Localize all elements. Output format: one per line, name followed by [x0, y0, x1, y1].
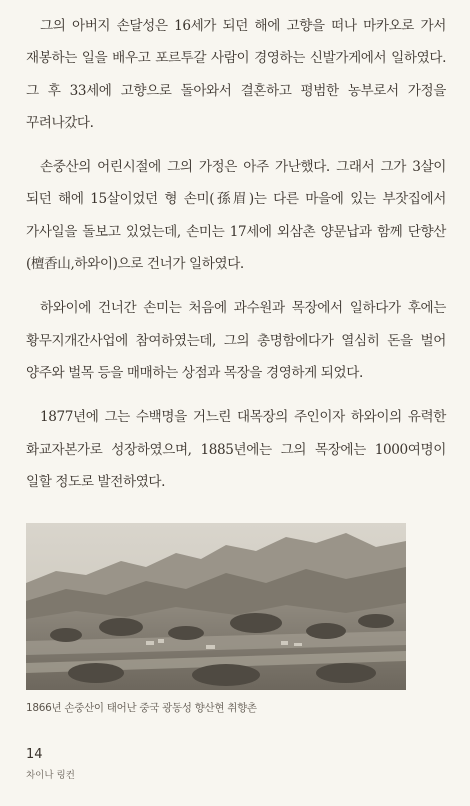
- paragraph-2: 손중산의 어린시절에 그의 가정은 아주 가난했다. 그래서 그가 3살이 되던 해에 15살이었던 형 손미(孫眉)는 다른 마을에 있는 부잣집에서 가사일을 돌보고 있었는데, 손미는 17세에 외삼촌 양문납과 함께 단향산(檀香山,하와이)으로 건너가 일하였다.: [26, 159, 446, 273]
- landscape-photo-image: [26, 523, 406, 690]
- paragraph-3: 하와이에 건너간 손미는 처음에 과수원과 목장에서 일하다가 후에는 황무지개간사업에 참여하였는데, 그의 총명함에다가 열심히 돈을 벌어 양주와 벌목 등을 매매하는 상점과 목장을 경영하게 되었다.: [26, 300, 446, 381]
- photo-caption: 1866년 손중산이 태어난 중국 광동성 향산현 취향촌: [26, 702, 257, 714]
- book-title-footer: 차이나 링컨: [26, 770, 75, 781]
- body-text: [26, 10, 446, 510]
- page-number: 14: [26, 747, 43, 762]
- paragraph-4: 1877년에 그는 수백명을 거느린 대목장의 주인이자 하와이의 유력한 화교자본가로 성장하였으며, 1885년에는 그의 목장에는 1000여명이 일할 정도로 발전하였다.: [26, 409, 446, 490]
- paragraph-1: 그의 아버지 손달성은 16세가 되던 해에 고향을 떠나 마카오로 가서 재봉하는 일을 배우고 포르투갈 사람이 경영하는 신발가게에서 일하였다. 그 후 33세에 고향으로 돌아와서 결혼하고 평범한 농부로서 가정을 꾸려나갔다.: [26, 18, 446, 131]
- village-photo: [26, 523, 406, 690]
